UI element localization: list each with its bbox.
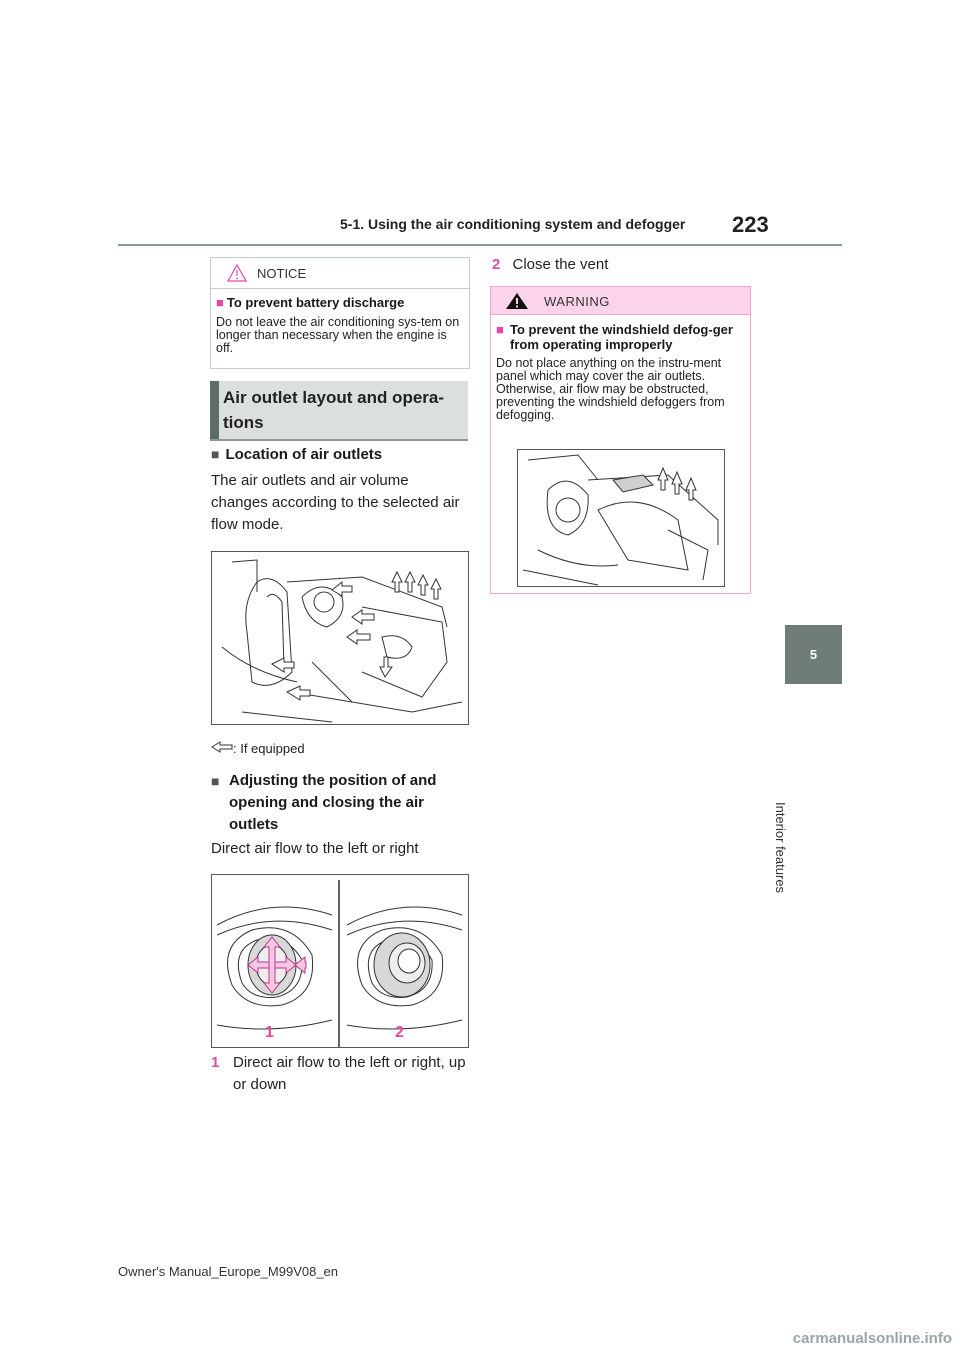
- step-2-text: Close the vent: [512, 256, 609, 273]
- step-2-number: 2: [492, 256, 501, 273]
- warning-label: WARNING: [544, 294, 610, 309]
- warning-box: [490, 286, 751, 594]
- chapter-tab[interactable]: [785, 625, 842, 684]
- notice-subtitle: ■ To prevent battery discharge: [216, 295, 405, 310]
- chapter-number: 5: [809, 647, 818, 662]
- section-title: 5-1. Using the air conditioning system and defogger: [340, 216, 686, 232]
- dashboard-figure: [517, 449, 725, 587]
- step-1-number: 1: [211, 1054, 220, 1071]
- location-body: The air outlets and air volume changes according to the selected air flow mode.: [211, 472, 460, 533]
- step-1: [211, 1052, 467, 1096]
- footer-manual-id: Owner's Manual_Europe_M99V08_en: [118, 1264, 339, 1279]
- section-heading: [210, 381, 468, 441]
- air-outlets-figure: [211, 551, 469, 725]
- notice-box: [210, 257, 470, 369]
- notice-header: [211, 258, 469, 289]
- figure-label-2: 2: [395, 1024, 404, 1041]
- bullet-square-icon: ■: [211, 446, 220, 462]
- heading-accent-bar: [210, 381, 219, 439]
- step-1-text: Direct air flow to the left or right, up or down: [233, 1054, 466, 1093]
- warning-subtitle: ■ To prevent the windshield defog-ger from operating improperly: [496, 322, 733, 352]
- page-number: 223: [732, 212, 769, 237]
- if-equipped-legend: : If equipped: [233, 741, 305, 756]
- adjusting-subheading: ■ Adjusting the position of and opening and closing the air outlets: [211, 772, 437, 833]
- vent-illustration: [212, 875, 468, 1047]
- notice-text: Do not leave the air conditioning sys-tem on longer than necessary when the engine is off.: [216, 315, 460, 355]
- notice-label: NOTICE: [257, 266, 307, 281]
- adjusting-body: Direct air flow to the left or right: [211, 840, 419, 857]
- optional-arrow-icon: [211, 741, 233, 753]
- bullet-square-icon: ■: [496, 322, 504, 337]
- step-2: [492, 254, 608, 276]
- warning-text: Do not place anything on the instru-ment panel which may cover the air outlets. Otherwise, air flow may be obstructed, preventing the windshield defoggers from defogging.: [496, 356, 725, 422]
- vent-adjustment-figure: [211, 874, 469, 1048]
- bullet-square-icon: ■: [211, 773, 220, 789]
- section-heading-text: Air outlet layout and opera-tions: [223, 388, 445, 432]
- chapter-label: [773, 690, 806, 894]
- location-subheading: ■ Location of air outlets: [211, 446, 383, 463]
- warning-header: [491, 287, 750, 315]
- watermark: carmanualsonline.info: [792, 1330, 952, 1347]
- car-interior-illustration: [212, 552, 468, 724]
- warning-triangle-icon: [505, 292, 529, 310]
- dashboard-illustration: [518, 450, 724, 586]
- header-rule: [118, 244, 842, 246]
- figure-label-1: 1: [265, 1024, 274, 1041]
- caution-triangle-icon: [227, 264, 247, 282]
- bullet-square-icon: ■: [216, 295, 224, 310]
- chapter-label-text: Interior features: [773, 802, 788, 894]
